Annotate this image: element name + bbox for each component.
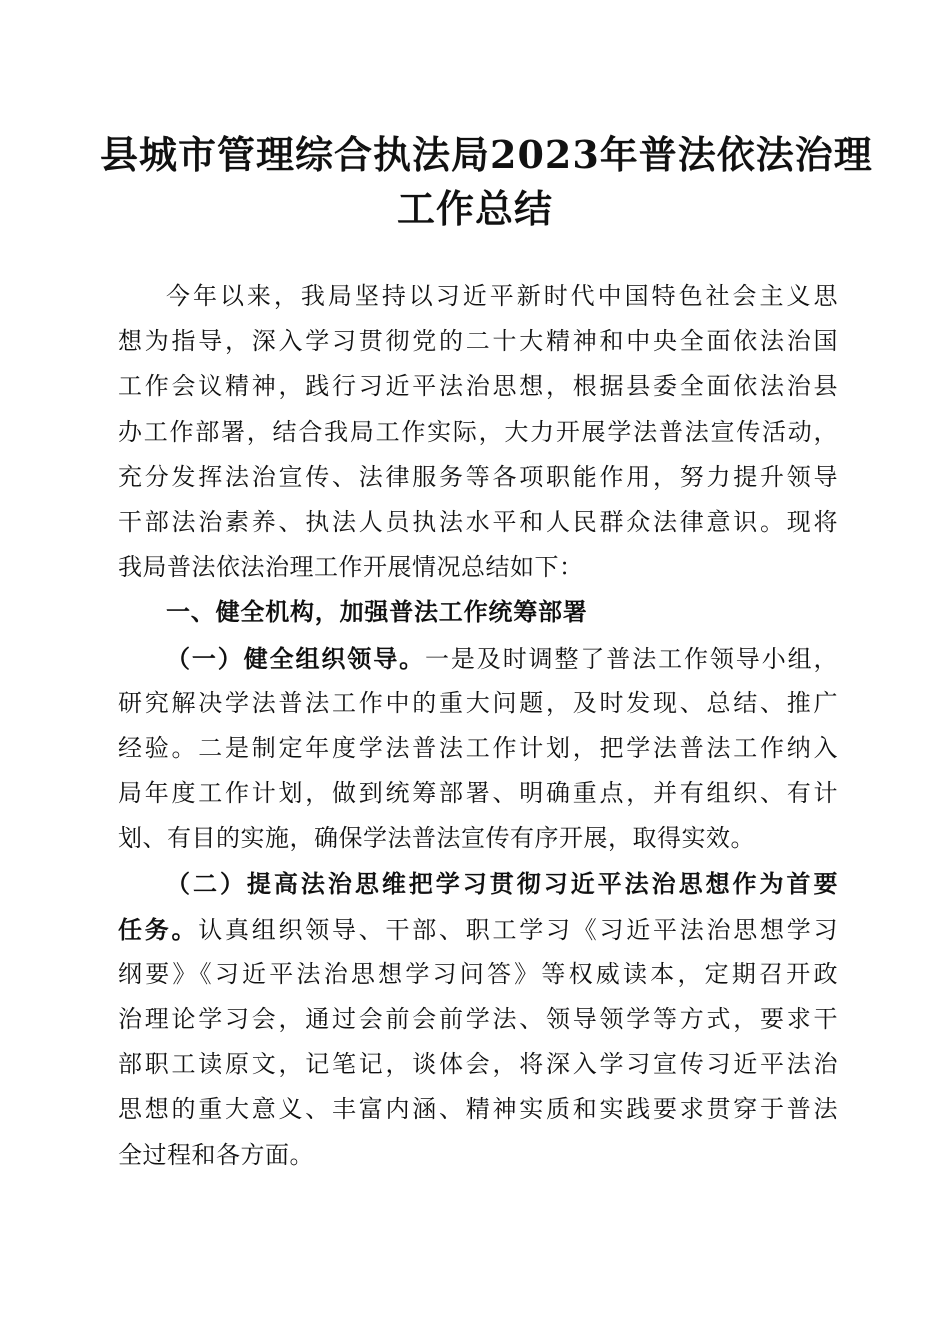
intro-line: 办工作部署，结合我局工作实际，大力开展学法普法宣传活动， — [118, 417, 838, 446]
para2-line — [118, 907, 838, 952]
para1-lead: （一）健全组织领导。 — [166, 643, 425, 673]
para1-line — [118, 636, 838, 681]
section-heading: 一、健全机构，加强普法工作统筹部署 — [166, 598, 588, 627]
para2-line: 治理论学习会，通过会前会前学法、领导领学等方式，要求干 — [118, 1005, 838, 1033]
para2-line: 思想的重大意义、丰富内涵、精神实质和实践要求贯穿于普法 — [118, 1095, 838, 1124]
intro-line: 想为指导，深入学习贯彻党的二十大精神和中央全面依法治国 — [118, 327, 838, 356]
document-body — [118, 274, 838, 1178]
intro-line: 今年以来，我局坚持以习近平新时代中国特色社会主义思 — [166, 282, 838, 310]
intro-line: 干部法治素养、执法人员执法水平和人民群众法律意识。现将 — [118, 507, 838, 536]
para2-line: 全过程和各方面。 — [118, 1140, 314, 1169]
intro-line: 充分发挥法治宣传、法律服务等各项职能作用，努力提升领导 — [118, 462, 838, 491]
para1-first-rest: 一是及时调整了普法工作领导小组， — [425, 644, 838, 673]
para1-line: 局年度工作计划，做到统筹部署、明确重点，并有组织、有计 — [118, 779, 838, 808]
para1-line: 研究解决学法普法工作中的重大问题，及时发现、总结、推广 — [118, 688, 838, 717]
document-title — [100, 128, 873, 236]
para1-line: 划、有目的实施，确保学法普法宣传有序开展，取得实效。 — [118, 824, 755, 853]
para1-line: 经验。二是制定年度学法普法工作计划，把学法普法工作纳入 — [118, 733, 838, 762]
title-line-1: 县城市管理综合执法局2023年普法依法治理 — [100, 132, 873, 177]
intro-line: 工作会议精神，践行习近平法治思想，根据县委全面依法治县 — [118, 372, 838, 401]
para2-line: 纲要》《习近平法治思想学习问答》等权威读本，定期召开政 — [118, 959, 838, 988]
para2-line: 部职工读原文，记笔记，谈体会，将深入学习宣传习近平法治 — [118, 1050, 838, 1079]
intro-line: 我局普法依法治理工作开展情况总结如下： — [118, 553, 584, 582]
para2-lead-end: 任务。 — [118, 914, 199, 944]
para2-lead-line: （二）提高法治思维把学习贯彻习近平法治思想作为首要 — [166, 869, 838, 899]
para2-line2-rest: 认真组织领导、干部、职工学习《习近平法治思想学习 — [198, 915, 838, 944]
title-line-2: 工作总结 — [396, 186, 553, 231]
